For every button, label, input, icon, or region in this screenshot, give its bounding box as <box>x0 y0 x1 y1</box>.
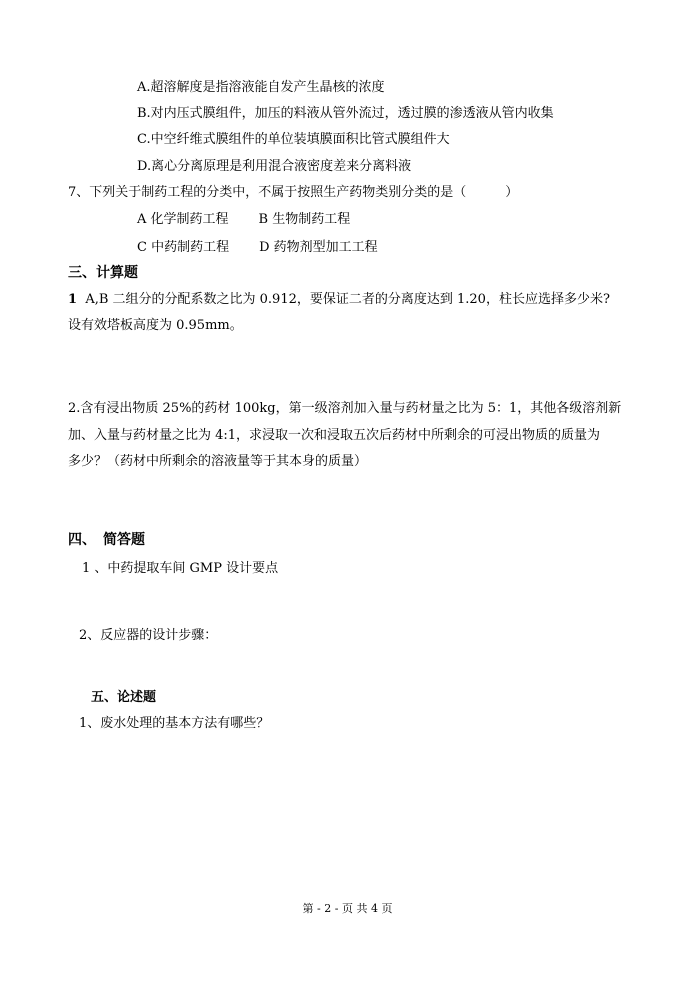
section-4-title: 四、 简答题 <box>68 532 145 548</box>
essay-q1: 1、废水处理的基本方法有哪些？ <box>79 716 270 731</box>
page-footer: 第 - 2 - 页 共 4 页 <box>302 902 393 915</box>
short-q1: 1 、中药提取车间 GMP 设计要点 <box>82 561 279 576</box>
q7-option-b: B 生物制药工程 <box>258 212 351 227</box>
calc-q1-line-2: 设有效塔板高度为 0.95mm。 <box>68 318 243 333</box>
q7-option-d: D 药物剂型加工工程 <box>259 240 378 255</box>
short-q2: 2、反应器的设计步骤： <box>79 628 218 643</box>
section-3-title: 三、计算题 <box>68 265 138 281</box>
calc-q1-text-1: A,B 二组分的分配系数之比为 0.912，要保证二者的分离度达到 1.20，柱长应选择多少米? <box>85 292 610 307</box>
q6-option-c: C.中空纤维式膜组件的单位装填膜面积比管式膜组件大 <box>137 132 450 147</box>
calc-q2-line-3: 多少？（药材中所剩余的溶液量等于其本身的质量） <box>68 454 368 469</box>
q7-stem: 7、下列关于制药工程的分类中，不属于按照生产药物类别分类的是（ ） <box>68 185 519 200</box>
q6-option-a: A.超溶解度是指溶液能自发产生晶核的浓度 <box>137 80 385 95</box>
q6-option-d: D.离心分离原理是利用混合液密度差来分离料液 <box>137 159 412 174</box>
q7-option-a: A 化学制药工程 <box>137 212 229 227</box>
q6-option-b: B.对内压式膜组件，加压的料液从管外流过，透过膜的渗透液从管内收集 <box>137 106 554 121</box>
q7-options-row-2 <box>137 240 378 256</box>
calc-q1-number: 1 <box>68 292 78 307</box>
q7-option-c: C 中药制药工程 <box>137 240 230 255</box>
calc-q1-line-1 <box>68 292 610 308</box>
calc-q2-line-1: 2.含有浸出物质 25%的药材 100kg，第一级溶剂加入量与药材量之比为 5：1，其他各级溶剂新 <box>68 401 622 416</box>
calc-q2-line-2: 加、入量与药材量之比为 4:1，求浸取一次和浸取五次后药材中所剩余的可浸出物质的质量为 <box>68 428 601 443</box>
q7-options-row-1 <box>137 212 350 228</box>
section-5-title: 五、论述题 <box>91 690 157 705</box>
